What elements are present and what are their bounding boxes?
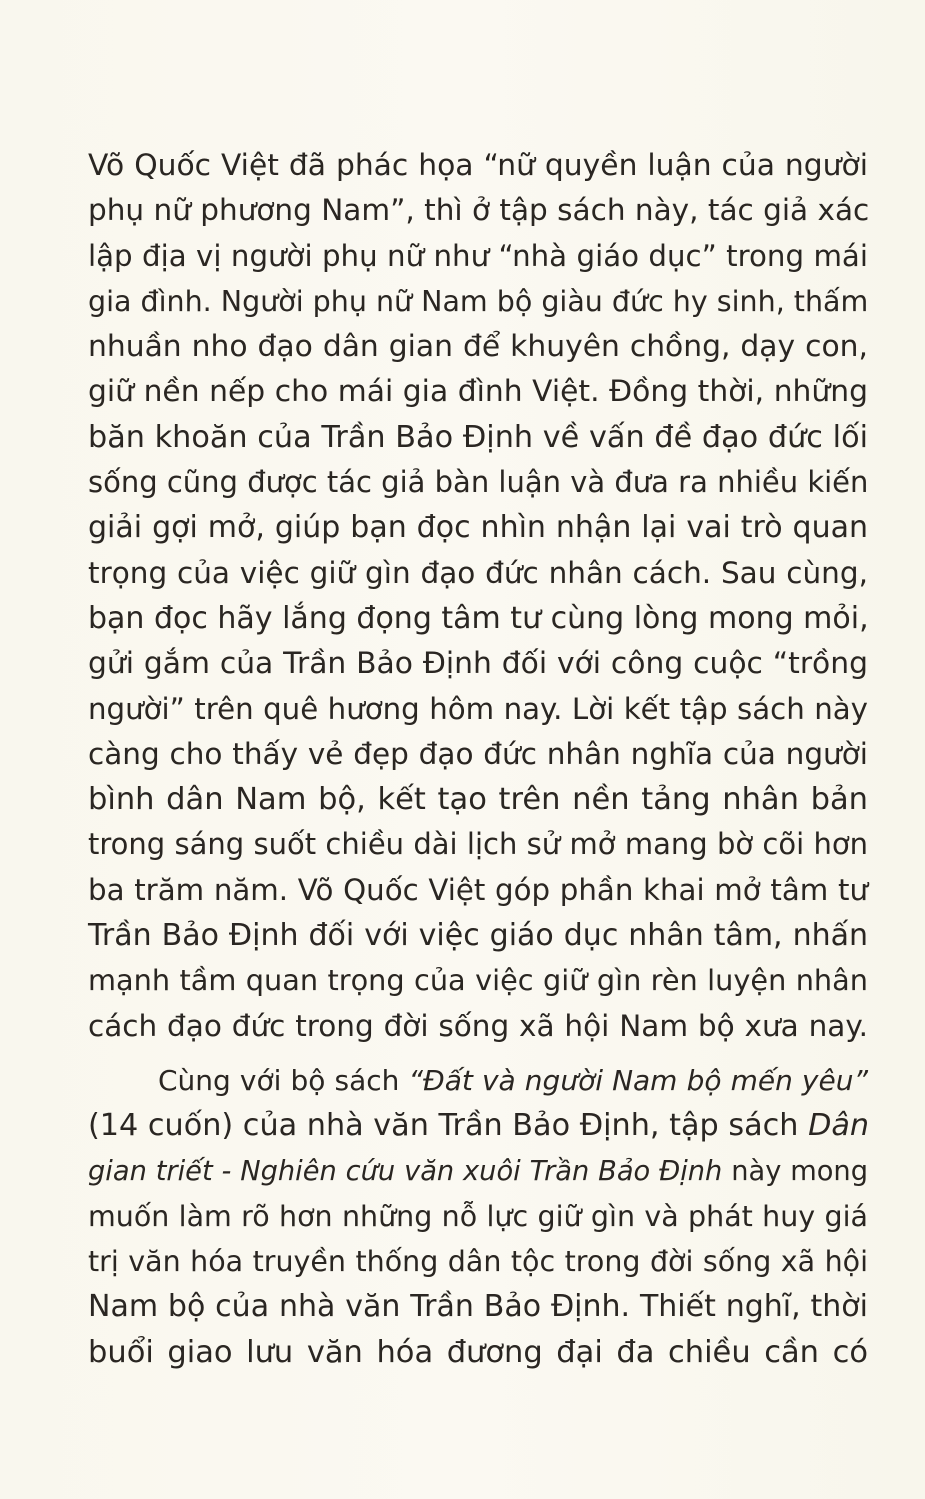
text-line: mạnh tầm quan trọng của việc giữ gìn rèn luyện nhân	[88, 963, 868, 998]
text-line	[88, 1149, 868, 1194]
text-line: bình dân Nam bộ, kết tạo trên nền tảng nhân bản	[88, 782, 868, 818]
paragraph-2	[88, 1058, 868, 1375]
text-line: càng cho thấy vẻ đẹp đạo đức nhân nghĩa của người	[88, 736, 868, 771]
text-line: trong sáng suốt chiều dài lịch sử mở mang bờ cõi hơn	[88, 827, 868, 862]
text-line: trị văn hóa truyền thống dân tộc trong đời sống xã hội	[88, 1245, 868, 1279]
text-line	[88, 1103, 868, 1148]
text-line: ba trăm năm. Võ Quốc Việt góp phần khai mở tâm tư	[88, 872, 868, 907]
text-line: muốn làm rõ hơn những nỗ lực giữ gìn và phát huy giá	[88, 1199, 868, 1233]
body-text	[88, 143, 868, 1375]
book-series-title: “Đất và người Nam bộ mến yêu”	[408, 1063, 868, 1097]
text-line: Nam bộ của nhà văn Trần Bảo Định. Thiết nghĩ, thời	[88, 1289, 868, 1325]
text-run: này mong	[722, 1155, 868, 1187]
text-run: (14 cuốn) của nhà văn Trần Bảo Định, tập sách	[88, 1108, 809, 1144]
text-line	[88, 1058, 868, 1103]
text-line: buổi giao lưu văn hóa đương đại đa chiều cần có	[88, 1334, 868, 1370]
book-title-part: gian triết - Nghiên cứu văn xuôi Trần Bảo Định	[88, 1155, 723, 1187]
text-line: giải gợi mở, giúp bạn đọc nhìn nhận lại vai trò quan	[88, 510, 868, 546]
text-line: Võ Quốc Việt đã phác họa “nữ quyền luận của người	[88, 148, 868, 183]
text-line: gia đình. Người phụ nữ Nam bộ giàu đức hy sinh, thấm	[88, 284, 869, 318]
text-line: gửi gắm của Trần Bảo Định đối với công cuộc “trồng	[88, 646, 868, 682]
text-line: lập địa vị người phụ nữ như “nhà giáo dục” trong mái	[88, 238, 868, 273]
paragraph-spacer	[88, 1049, 868, 1058]
text-line: giữ nền nếp cho mái gia đình Việt. Đồng thời, những	[88, 374, 868, 410]
text-line: Trần Bảo Định đối với việc giáo dục nhân tâm, nhấn	[88, 918, 868, 954]
text-line: nhuần nho đạo dân gian để khuyên chồng, dạy con,	[88, 329, 868, 365]
paragraph-1	[88, 143, 868, 1049]
text-line: người” trên quê hương hôm nay. Lời kết tập sách này	[88, 691, 868, 726]
text-line: sống cũng được tác giả bàn luận và đưa ra nhiều kiến	[88, 465, 869, 500]
text-line: bạn đọc hãy lắng đọng tâm tư cùng lòng mong mỏi,	[88, 600, 869, 636]
text-line: trọng của việc giữ gìn đạo đức nhân cách. Sau cùng,	[88, 555, 868, 590]
text-line: băn khoăn của Trần Bảo Định về vấn đề đạo đức lối	[88, 419, 868, 455]
text-line: cách đạo đức trong đời sống xã hội Nam bộ xưa nay.	[88, 1008, 868, 1043]
text-run: Cùng với bộ sách	[158, 1063, 409, 1097]
book-title-part: Dân	[808, 1108, 870, 1144]
text-line: phụ nữ phương Nam”, thì ở tập sách này, tác giả xác	[88, 193, 870, 228]
